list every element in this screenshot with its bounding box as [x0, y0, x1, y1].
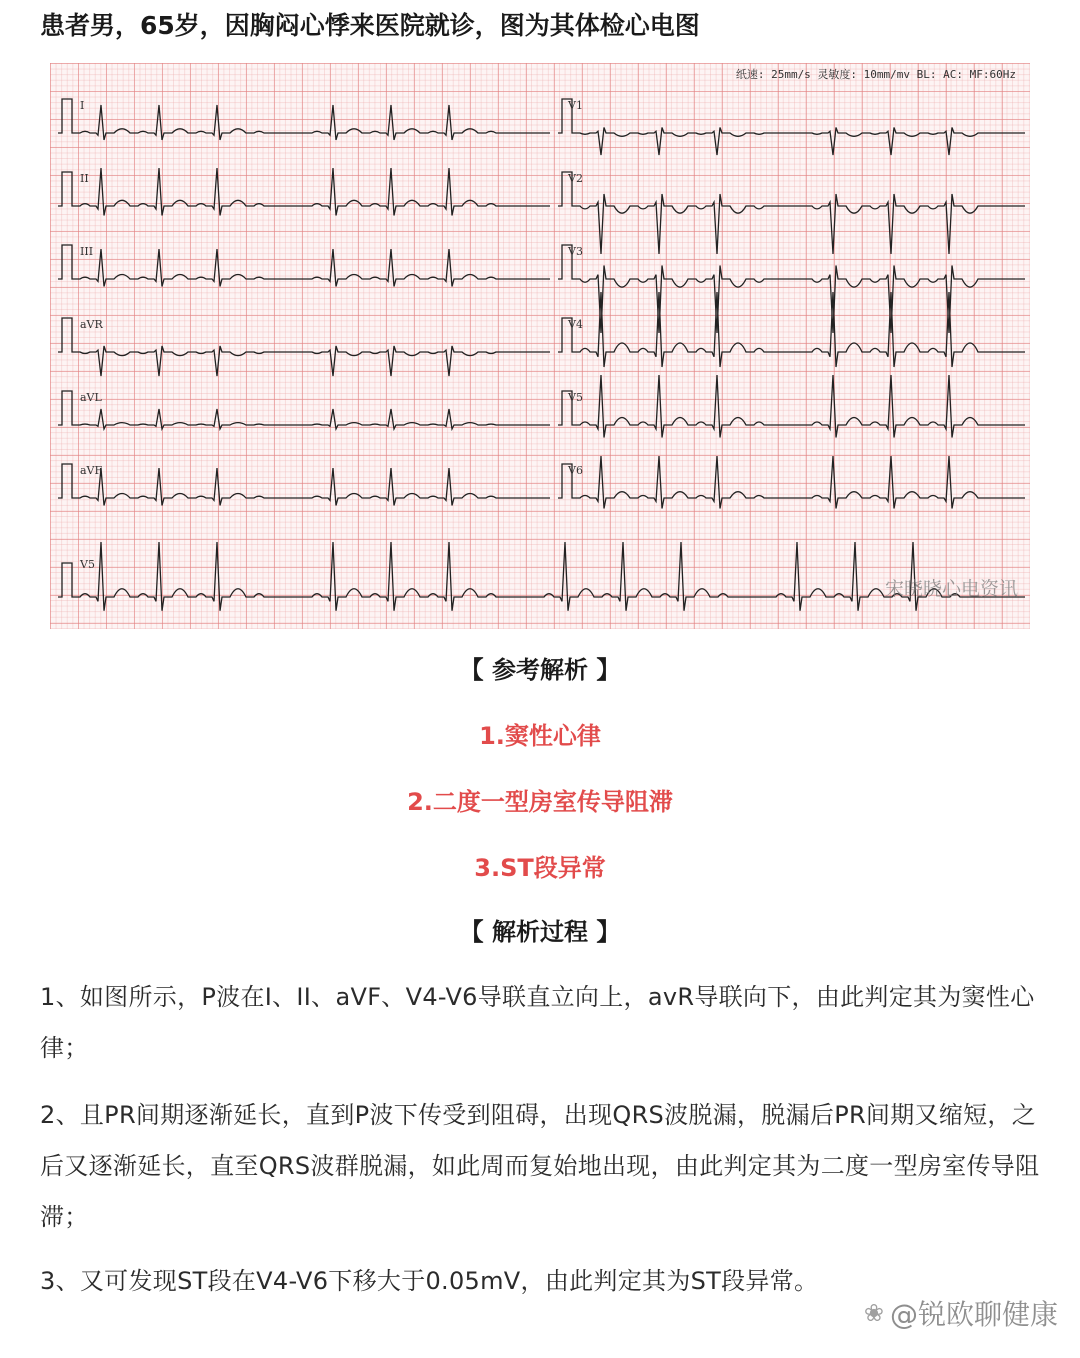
lead-label-aVL: aVL	[80, 391, 102, 404]
ecg-lead-trace	[558, 172, 1025, 254]
footer-watermark-text: @锐欧聊健康	[889, 1298, 1058, 1331]
ecg-lead-trace	[58, 245, 550, 287]
finding-2: 2.二度一型房室传导阻滞	[407, 788, 673, 816]
ecg-lead-trace	[558, 456, 1025, 509]
lead-label-aVR: aVR	[80, 318, 103, 331]
ecg-lead-trace	[58, 391, 550, 429]
footer-watermark	[864, 1293, 1058, 1333]
ecg-settings-header: 纸速: 25mm/s 灵敏度: 10mm/mv BL: AC: MF:60Hz	[735, 68, 1016, 81]
lead-label-aVF: aVF	[80, 464, 103, 477]
ecg-lead-trace	[58, 168, 550, 216]
lead-label-V3: V3	[568, 245, 583, 258]
lead-label-V5-rhythm: V5	[80, 558, 95, 571]
lead-label-V1: V1	[568, 99, 583, 112]
lead-label-I: I	[80, 99, 85, 112]
reference-heading: 【 参考解析 】	[459, 656, 621, 684]
ecg-lead-trace	[558, 375, 1025, 438]
lead-label-V4: V4	[568, 318, 583, 331]
ecg-lead-trace	[58, 318, 550, 376]
ecg-watermark: 宋晓晓心电资讯	[884, 578, 1018, 600]
finding-1: 1.窦性心律	[479, 722, 601, 750]
ecg-traces	[50, 63, 1030, 629]
ecg-lead-trace	[558, 99, 1025, 155]
ecg-lead-trace	[58, 99, 550, 140]
lead-label-V6: V6	[568, 464, 583, 477]
lead-label-III: III	[80, 245, 94, 258]
paragraph-2: 2、且PR间期逐渐延长，直到P波下传受到阻碍，出现QRS波脱漏，脱漏后PR间期又缩短，之后又逐渐延长，直至QRS波群脱漏，如此周而复始地出现，由此判定其为二度一型房室传导阻滞；	[40, 1101, 1040, 1231]
ecg-lead-trace	[558, 292, 1025, 367]
ecg-image	[50, 63, 1030, 629]
lead-label-II: II	[80, 172, 89, 185]
paragraph-3: 3、又可发现ST段在V4-V6下移大于0.05mV，由此判定其为ST段异常。	[40, 1267, 819, 1295]
page-title: 患者男，65岁，因胸闷心悸来医院就诊，图为其体检心电图	[40, 11, 700, 40]
finding-3: 3.ST段异常	[474, 854, 606, 882]
ecg-lead-trace	[558, 245, 1025, 333]
lead-label-V5: V5	[568, 391, 583, 404]
process-heading: 【 解析过程 】	[459, 918, 621, 946]
ecg-lead-trace	[58, 464, 550, 506]
paw-icon: ❀	[863, 1299, 884, 1327]
lead-label-V2: V2	[568, 172, 583, 185]
paragraph-1: 1、如图所示，P波在I、II、aVF、V4-V6导联直立向上，avR导联向下，由此判定其为窦性心律；	[40, 983, 1035, 1062]
ecg-lead-trace	[58, 542, 1025, 611]
